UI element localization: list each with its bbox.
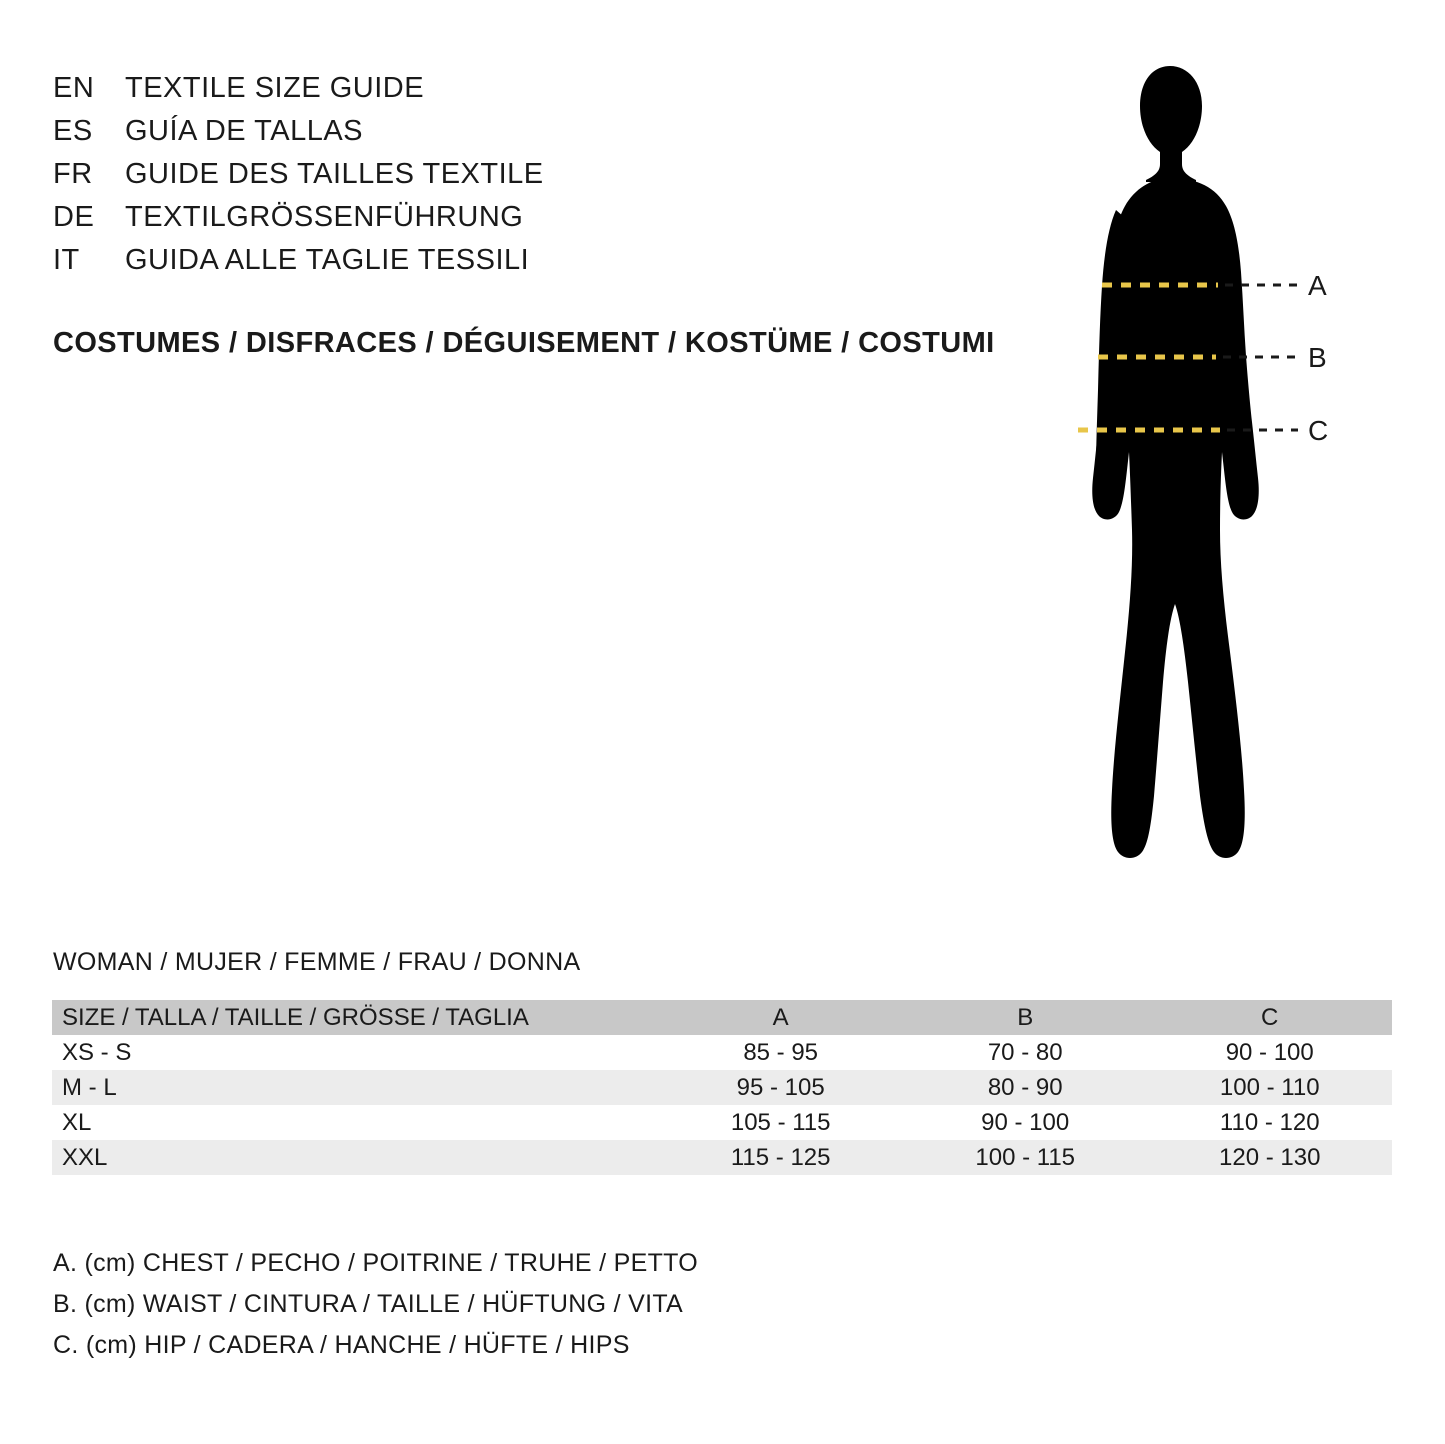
table-row bbox=[52, 1105, 1392, 1140]
cell-a: 115 - 125 bbox=[730, 1144, 831, 1171]
size-table bbox=[52, 1000, 1392, 1175]
language-text-fr: GUIDE DES TAILLES TEXTILE bbox=[125, 158, 544, 190]
language-row-fr bbox=[53, 158, 544, 201]
cell-c: 120 - 130 bbox=[1219, 1144, 1321, 1171]
language-code-de: DE bbox=[53, 201, 95, 233]
language-row-de bbox=[53, 201, 544, 244]
column-header-c: C bbox=[1261, 1004, 1279, 1031]
language-code-es: ES bbox=[53, 115, 93, 147]
column-header-size: SIZE / TALLA / TAILLE / GRÖSSE / TAGLIA bbox=[62, 1004, 529, 1031]
female-silhouette-figure bbox=[1020, 60, 1380, 890]
table-title: WOMAN / MUJER / FEMME / FRAU / DONNA bbox=[53, 948, 581, 976]
cell-size: M - L bbox=[62, 1074, 117, 1101]
table-body bbox=[52, 1035, 1392, 1175]
cell-size: XXL bbox=[62, 1144, 108, 1171]
legend-item-a: A. (cm) CHEST / PECHO / POITRINE / TRUHE / PETTO bbox=[53, 1249, 699, 1277]
cell-a: 105 - 115 bbox=[730, 1109, 831, 1136]
column-header-a: A bbox=[772, 1004, 789, 1031]
table-header bbox=[52, 1000, 1392, 1035]
cell-b: 90 - 100 bbox=[981, 1109, 1070, 1136]
table-header-row bbox=[52, 1000, 1392, 1035]
language-text-en: TEXTILE SIZE GUIDE bbox=[125, 72, 425, 104]
cell-b: 100 - 115 bbox=[975, 1144, 1076, 1171]
cell-size: XS - S bbox=[62, 1039, 132, 1066]
column-header-b: B bbox=[1017, 1004, 1034, 1031]
cell-size: XL bbox=[62, 1109, 92, 1136]
language-code-fr: FR bbox=[53, 158, 93, 190]
legend-item-c: C. (cm) HIP / CADERA / HANCHE / HÜFTE / HIPS bbox=[53, 1331, 630, 1359]
cell-a: 95 - 105 bbox=[736, 1074, 825, 1101]
language-list bbox=[53, 72, 544, 287]
language-row-en bbox=[53, 72, 544, 115]
cell-c: 100 - 110 bbox=[1219, 1074, 1320, 1101]
language-row-es bbox=[53, 115, 544, 158]
cell-b: 70 - 80 bbox=[987, 1039, 1063, 1066]
cell-c: 110 - 120 bbox=[1219, 1109, 1320, 1136]
language-text-it: GUIDA ALLE TAGLIE TESSILI bbox=[125, 244, 530, 276]
language-text-es: GUÍA DE TALLAS bbox=[125, 115, 364, 147]
legend-item-b: B. (cm) WAIST / CINTURA / TAILLE / HÜFTUNG / VITA bbox=[53, 1290, 684, 1318]
table-row bbox=[52, 1070, 1392, 1105]
language-text-de: TEXTILGRÖSSENFÜHRUNG bbox=[125, 201, 524, 233]
table-row bbox=[52, 1035, 1392, 1070]
language-code-it: IT bbox=[53, 244, 80, 276]
measurement-legend bbox=[53, 1243, 698, 1366]
cell-c: 90 - 100 bbox=[1225, 1039, 1314, 1066]
silhouette-icon bbox=[1092, 66, 1259, 858]
cell-a: 85 - 95 bbox=[743, 1039, 819, 1066]
category-title: COSTUMES / DISFRACES / DÉGUISEMENT / KOSTÜME / COSTUMI bbox=[53, 327, 995, 359]
language-code-en: EN bbox=[53, 72, 95, 104]
marker-label-a: A bbox=[1308, 270, 1327, 301]
cell-b: 80 - 90 bbox=[987, 1074, 1063, 1101]
marker-label-b: B bbox=[1308, 342, 1327, 373]
marker-label-c: C bbox=[1308, 415, 1329, 446]
table-row bbox=[52, 1140, 1392, 1175]
language-row-it bbox=[53, 244, 544, 287]
